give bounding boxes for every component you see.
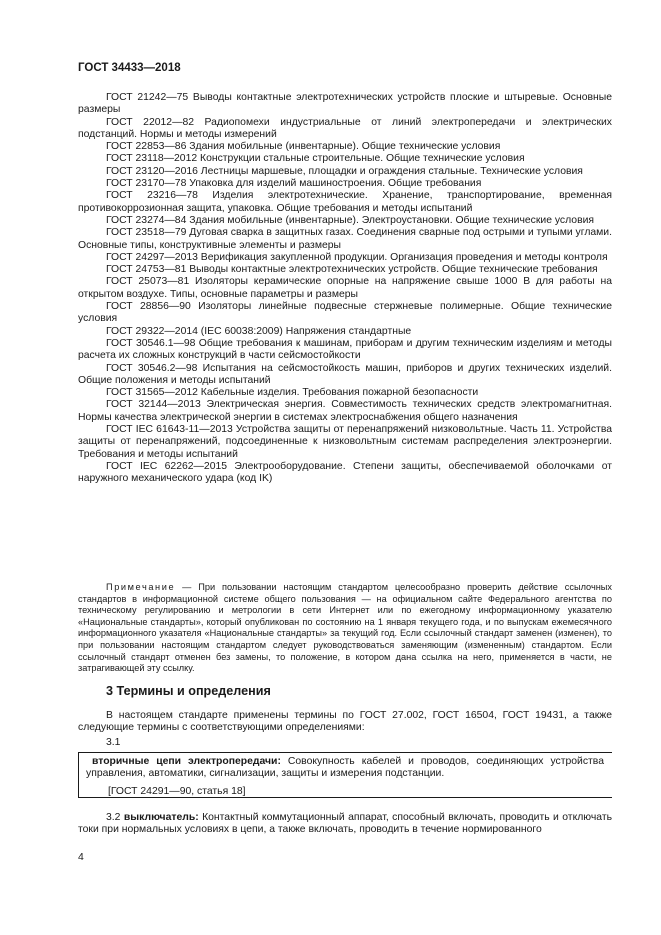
term-name: вторичные цепи электропередачи: (92, 756, 281, 767)
reference-item: ГОСТ 22012—82 Радиопомехи индустриальные от линий электропередачи и электрических подстанций. Нормы и методы измерений (78, 116, 612, 140)
reference-item: ГОСТ 23120—2016 Лестницы маршевые, площадки и ограждения стальные. Технические условия (106, 165, 583, 177)
reference-item: ГОСТ 23518—79 Дуговая сварка в защитных газах. Соединения сварные под острыми и тупыми углами. Основные типы, конструктивные элементы и размеры (78, 227, 612, 251)
note-paragraph (78, 582, 612, 675)
reference-item: ГОСТ 23216—78 Изделия электротехнические. Хранение, транспортирование, временная противокоррозионная защита, упаковка. Общие требования и методы испытаний (78, 190, 612, 214)
term-box-left-border (78, 753, 79, 797)
note-text: — При пользовании настоящим стандартом целесообразно проверить действие ссылочных стандартов в информационной системе общего пользования — на официальном сайте Федерального агентства по техническому регулированию и метрологии в сети Интернет или по ежегодному информационному указателю «Национальные стандарты», который опубликован по состоянию на 1 января текущего года, и по выпускам ежемесячного информационного указателя «Национальные стандарты» за текущий год. Если ссылочный стандарт заменен (изменен), то при пользовании настоящим стандартом следует руководствоваться заменяющим (измененным) стандартом. Если ссылочный стандарт отменен без замены, то положение, в котором дана ссылка на него, применяется в части, не затрагивающей эту ссылку. (78, 582, 612, 674)
term-source: [ГОСТ 24291—90, статья 18] (108, 785, 246, 797)
section-intro: В настоящем стандарте применены термины по ГОСТ 27.002, ГОСТ 16504, ГОСТ 19431, а также следующие термины с соответствующими определениями: (78, 710, 612, 734)
reference-item: ГОСТ 24753—81 Выводы контактные электротехнических устройств. Общие технические требования (106, 264, 598, 276)
note-label: Примечание (106, 582, 176, 592)
reference-item: ГОСТ 22853—86 Здания мобильные (инвентарные). Общие технические условия (106, 141, 501, 153)
term-definition-text: Контактный коммутационный аппарат, способный включать, проводить и отключать токи при нормальных условиях в цепи, а также включать, проводить в течение нормированного (78, 812, 612, 836)
term-definition-box (78, 752, 612, 798)
page-header: ГОСТ 34433—2018 (78, 62, 181, 74)
normative-references-list (78, 92, 612, 486)
reference-item: ГОСТ IEC 62262—2015 Электрооборудование. Степени защиты, обеспечиваемой оболочками от наружного механического удара (код IK) (78, 460, 612, 485)
reference-item: ГОСТ 23274—84 Здания мобильные (инвентарные). Электроустановки. Общие технические условия (106, 214, 595, 226)
section-title: 3 Термины и определения (106, 684, 271, 698)
term-definition-text: Совокупность кабелей и проводов, соединяющих устройства управления, автоматики, сигнализации, защиты и измерения подстанции. (86, 756, 604, 780)
term-number: 3.1 (106, 737, 121, 748)
page-number: 4 (78, 852, 84, 863)
term-paragraph (78, 812, 612, 837)
reference-item: ГОСТ 25073—81 Изоляторы керамические опорные на напряжение свыше 1000 В для работы на открытом воздухе. Типы, основные параметры и размеры (78, 276, 612, 300)
reference-item: ГОСТ 28856—90 Изоляторы линейные подвесные стержневые полимерные. Общие технические условия (78, 301, 612, 325)
reference-item: ГОСТ 24297—2013 Верификация закупленной продукции. Организация проведения и методы контроля (106, 251, 608, 263)
reference-item: ГОСТ IEC 61643-11—2013 Устройства защиты от перенапряжений низковольтные. Часть 11. Устройства защиты от перенапряжений, подсоединенные к низковольтным системам распределения электроэнергии. Требования и методы испытаний (78, 424, 612, 460)
reference-item: ГОСТ 31565—2012 Кабельные изделия. Требования пожарной безопасности (106, 387, 479, 399)
reference-item: ГОСТ 23170—78 Упаковка для изделий машиностроения. Общие требования (106, 178, 482, 190)
term-definition (78, 756, 612, 781)
term-name: выключатель: (123, 812, 199, 823)
reference-item: ГОСТ 29322—2014 (IEC 60038:2009) Напряжения стандартные (106, 325, 412, 337)
reference-item: ГОСТ 21242—75 Выводы контактные электротехнических устройств плоские и штыревые. Основные размеры (78, 92, 612, 116)
reference-item: ГОСТ 32144—2013 Электрическая энергия. Совместимость технических средств электромагнитная. Нормы качества электрической энергии в системах электроснабжения общего назначения (78, 399, 612, 423)
term-number: 3.2 (106, 812, 121, 823)
reference-item: ГОСТ 30546.1—98 Общие требования к машинам, приборам и другим техническим изделиям и методы расчета их сложных конструкций в части сейсмостойкости (78, 337, 612, 362)
reference-item: ГОСТ 23118—2012 Конструкции стальные строительные. Общие технические условия (106, 153, 525, 165)
reference-item: ГОСТ 30546.2—98 Испытания на сейсмостойкость машин, приборов и других технических изделий. Общие положения и методы испытаний (78, 362, 612, 386)
